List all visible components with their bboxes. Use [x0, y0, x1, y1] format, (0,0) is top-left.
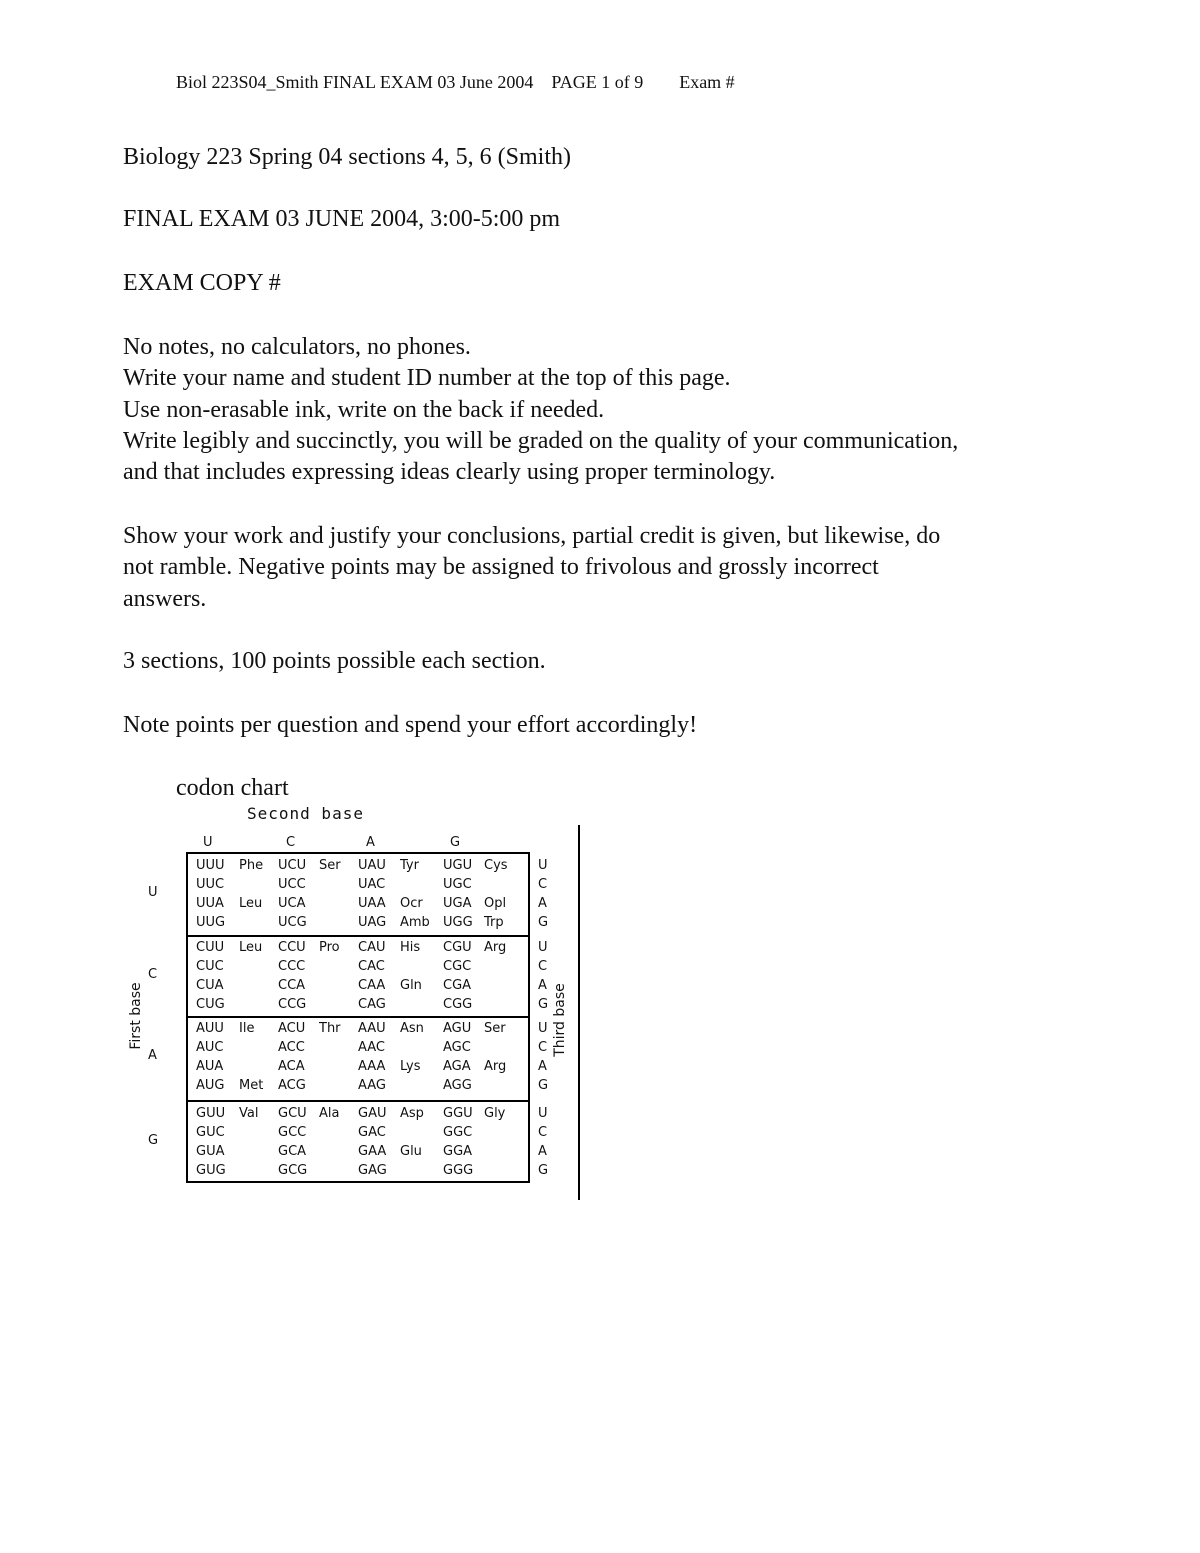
codon-cell: AAA: [358, 1059, 386, 1074]
codon-cell: GGC: [443, 1125, 473, 1140]
codon-cell: UAC: [358, 877, 386, 892]
second-base-c: C: [286, 835, 296, 850]
amino-acid-cell: Leu: [239, 896, 263, 911]
block-divider: [188, 1016, 528, 1018]
third-base-letter: G: [538, 1163, 549, 1178]
instruction-line: not ramble. Negative points may be assigned to frivolous and grossly incorrect: [123, 554, 879, 580]
codon-cell: CGC: [443, 959, 472, 974]
codon-cell: GAC: [358, 1125, 386, 1140]
codon-cell: GUA: [196, 1144, 225, 1159]
first-base-g: G: [148, 1133, 159, 1148]
codon-cell: AGC: [443, 1040, 471, 1055]
codon-cell: UGU: [443, 858, 473, 873]
codon-cell: ACC: [278, 1040, 305, 1055]
amino-acid-cell: Val: [239, 1106, 259, 1121]
first-base-c: C: [148, 967, 158, 982]
amino-acid-cell: Leu: [239, 940, 263, 955]
codon-cell: CUG: [196, 997, 225, 1012]
codon-cell: UAA: [358, 896, 386, 911]
amino-acid-cell: Thr: [319, 1021, 341, 1036]
third-base-label: Third base: [552, 983, 568, 1057]
codon-cell: AUC: [196, 1040, 224, 1055]
amino-acid-cell: Amb: [400, 915, 430, 930]
codon-cell: GCG: [278, 1163, 308, 1178]
codon-cell: UGA: [443, 896, 472, 911]
amino-acid-cell: Asp: [400, 1106, 424, 1121]
third-base-letter: U: [538, 858, 548, 873]
third-base-letter: C: [538, 1125, 548, 1140]
codon-cell: CGG: [443, 997, 473, 1012]
amino-acid-cell: Ser: [319, 858, 341, 873]
block-divider: [188, 935, 528, 937]
block-divider: [188, 1100, 528, 1102]
amino-acid-cell: Glu: [400, 1144, 422, 1159]
codon-cell: GGU: [443, 1106, 473, 1121]
codon-cell: GUC: [196, 1125, 225, 1140]
third-base-letter: U: [538, 1106, 548, 1121]
codon-cell: CCA: [278, 978, 306, 993]
codon-cell: UCG: [278, 915, 307, 930]
third-base-letter: C: [538, 877, 548, 892]
codon-cell: AUU: [196, 1021, 224, 1036]
codon-cell: GGA: [443, 1144, 473, 1159]
instruction-line: answers.: [123, 586, 207, 612]
codon-cell: AAG: [358, 1078, 386, 1093]
third-base-letter: G: [538, 997, 549, 1012]
codon-cell: AGA: [443, 1059, 471, 1074]
amino-acid-cell: Opl: [484, 896, 507, 911]
third-base-letter: U: [538, 940, 548, 955]
exam-title: FINAL EXAM 03 JUNE 2004, 3:00-5:00 pm: [123, 206, 561, 232]
amino-acid-cell: Cys: [484, 858, 508, 873]
codon-cell: CAU: [358, 940, 386, 955]
instruction-line: No notes, no calculators, no phones.: [123, 334, 471, 360]
codon-cell: GUU: [196, 1106, 226, 1121]
instruction-line: Use non-erasable ink, write on the back if needed.: [123, 397, 605, 423]
codon-cell: GAA: [358, 1144, 387, 1159]
amino-acid-cell: Asn: [400, 1021, 424, 1036]
codon-chart-title: codon chart: [176, 775, 289, 801]
codon-cell: UGC: [443, 877, 472, 892]
amino-acid-cell: His: [400, 940, 421, 955]
codon-cell: UUU: [196, 858, 225, 873]
instruction-line: Write your name and student ID number at the top of this page.: [123, 365, 731, 391]
second-base-label: Second base: [247, 804, 364, 823]
third-base-letter: C: [538, 959, 548, 974]
amino-acid-cell: Gln: [400, 978, 422, 993]
third-base-letter: A: [538, 1059, 547, 1074]
third-base-letter: A: [538, 896, 547, 911]
course-title: Biology 223 Spring 04 sections 4, 5, 6 (Smith): [123, 144, 572, 170]
codon-cell: CUU: [196, 940, 225, 955]
codon-cell: ACA: [278, 1059, 305, 1074]
codon-cell: GCC: [278, 1125, 307, 1140]
amino-acid-cell: Trp: [484, 915, 504, 930]
chart-right-rule: [578, 825, 580, 1200]
amino-acid-cell: Ocr: [400, 896, 423, 911]
exam-copy-number: EXAM COPY #: [123, 270, 281, 296]
codon-cell: GCU: [278, 1106, 307, 1121]
second-base-a: A: [366, 835, 375, 850]
codon-cell: GAU: [358, 1106, 387, 1121]
codon-cell: UAG: [358, 915, 387, 930]
third-base-letter: G: [538, 1078, 549, 1093]
codon-cell: CCU: [278, 940, 306, 955]
amino-acid-cell: Lys: [400, 1059, 421, 1074]
codon-cell: UUA: [196, 896, 224, 911]
first-base-u: U: [148, 885, 158, 900]
page-header: Biol 223S04_Smith FINAL EXAM 03 June 2004 PAGE 1 of 9 Exam #: [176, 72, 735, 92]
codon-cell: UUC: [196, 877, 225, 892]
second-base-g: G: [450, 835, 461, 850]
codon-cell: CUA: [196, 978, 224, 993]
codon-cell: UCU: [278, 858, 307, 873]
codon-cell: ACU: [278, 1021, 306, 1036]
amino-acid-cell: Met: [239, 1078, 264, 1093]
codon-cell: ACG: [278, 1078, 306, 1093]
third-base-letter: U: [538, 1021, 548, 1036]
codon-cell: CGA: [443, 978, 472, 993]
amino-acid-cell: Gly: [484, 1106, 506, 1121]
amino-acid-cell: Ile: [239, 1021, 255, 1036]
codon-cell: UGG: [443, 915, 473, 930]
codon-cell: CAA: [358, 978, 386, 993]
codon-cell: GCA: [278, 1144, 307, 1159]
codon-cell: UUG: [196, 915, 226, 930]
codon-cell: UCC: [278, 877, 306, 892]
codon-cell: CAC: [358, 959, 385, 974]
codon-cell: GGG: [443, 1163, 474, 1178]
codon-cell: GUG: [196, 1163, 226, 1178]
third-base-letter: A: [538, 1144, 547, 1159]
second-base-u: U: [203, 835, 213, 850]
codon-cell: UAU: [358, 858, 386, 873]
third-base-letter: A: [538, 978, 547, 993]
codon-cell: AUA: [196, 1059, 224, 1074]
instruction-line: Write legibly and succinctly, you will be graded on the quality of your communication,: [123, 428, 959, 454]
instruction-line: Show your work and justify your conclusions, partial credit is given, but likewise, do: [123, 523, 941, 549]
amino-acid-cell: Ser: [484, 1021, 506, 1036]
amino-acid-cell: Arg: [484, 940, 507, 955]
first-base-a: A: [148, 1048, 157, 1063]
amino-acid-cell: Arg: [484, 1059, 507, 1074]
codon-cell: AGU: [443, 1021, 472, 1036]
codon-cell: CCC: [278, 959, 306, 974]
amino-acid-cell: Pro: [319, 940, 340, 955]
codon-cell: AGG: [443, 1078, 472, 1093]
amino-acid-cell: Phe: [239, 858, 264, 873]
codon-cell: GAG: [358, 1163, 387, 1178]
codon-cell: AAC: [358, 1040, 385, 1055]
third-base-letter: C: [538, 1040, 548, 1055]
codon-cell: CCG: [278, 997, 307, 1012]
codon-cell: AUG: [196, 1078, 225, 1093]
effort-note: Note points per question and spend your effort accordingly!: [123, 712, 698, 738]
codon-cell: AAU: [358, 1021, 386, 1036]
codon-cell: UCA: [278, 896, 306, 911]
amino-acid-cell: Tyr: [400, 858, 419, 873]
first-base-label: First base: [128, 982, 144, 1050]
amino-acid-cell: Ala: [319, 1106, 340, 1121]
codon-cell: CUC: [196, 959, 224, 974]
instruction-line: and that includes expressing ideas clearly using proper terminology.: [123, 459, 776, 485]
third-base-letter: G: [538, 915, 549, 930]
codon-cell: CAG: [358, 997, 386, 1012]
sections-note: 3 sections, 100 points possible each section.: [123, 648, 546, 674]
codon-cell: CGU: [443, 940, 472, 955]
